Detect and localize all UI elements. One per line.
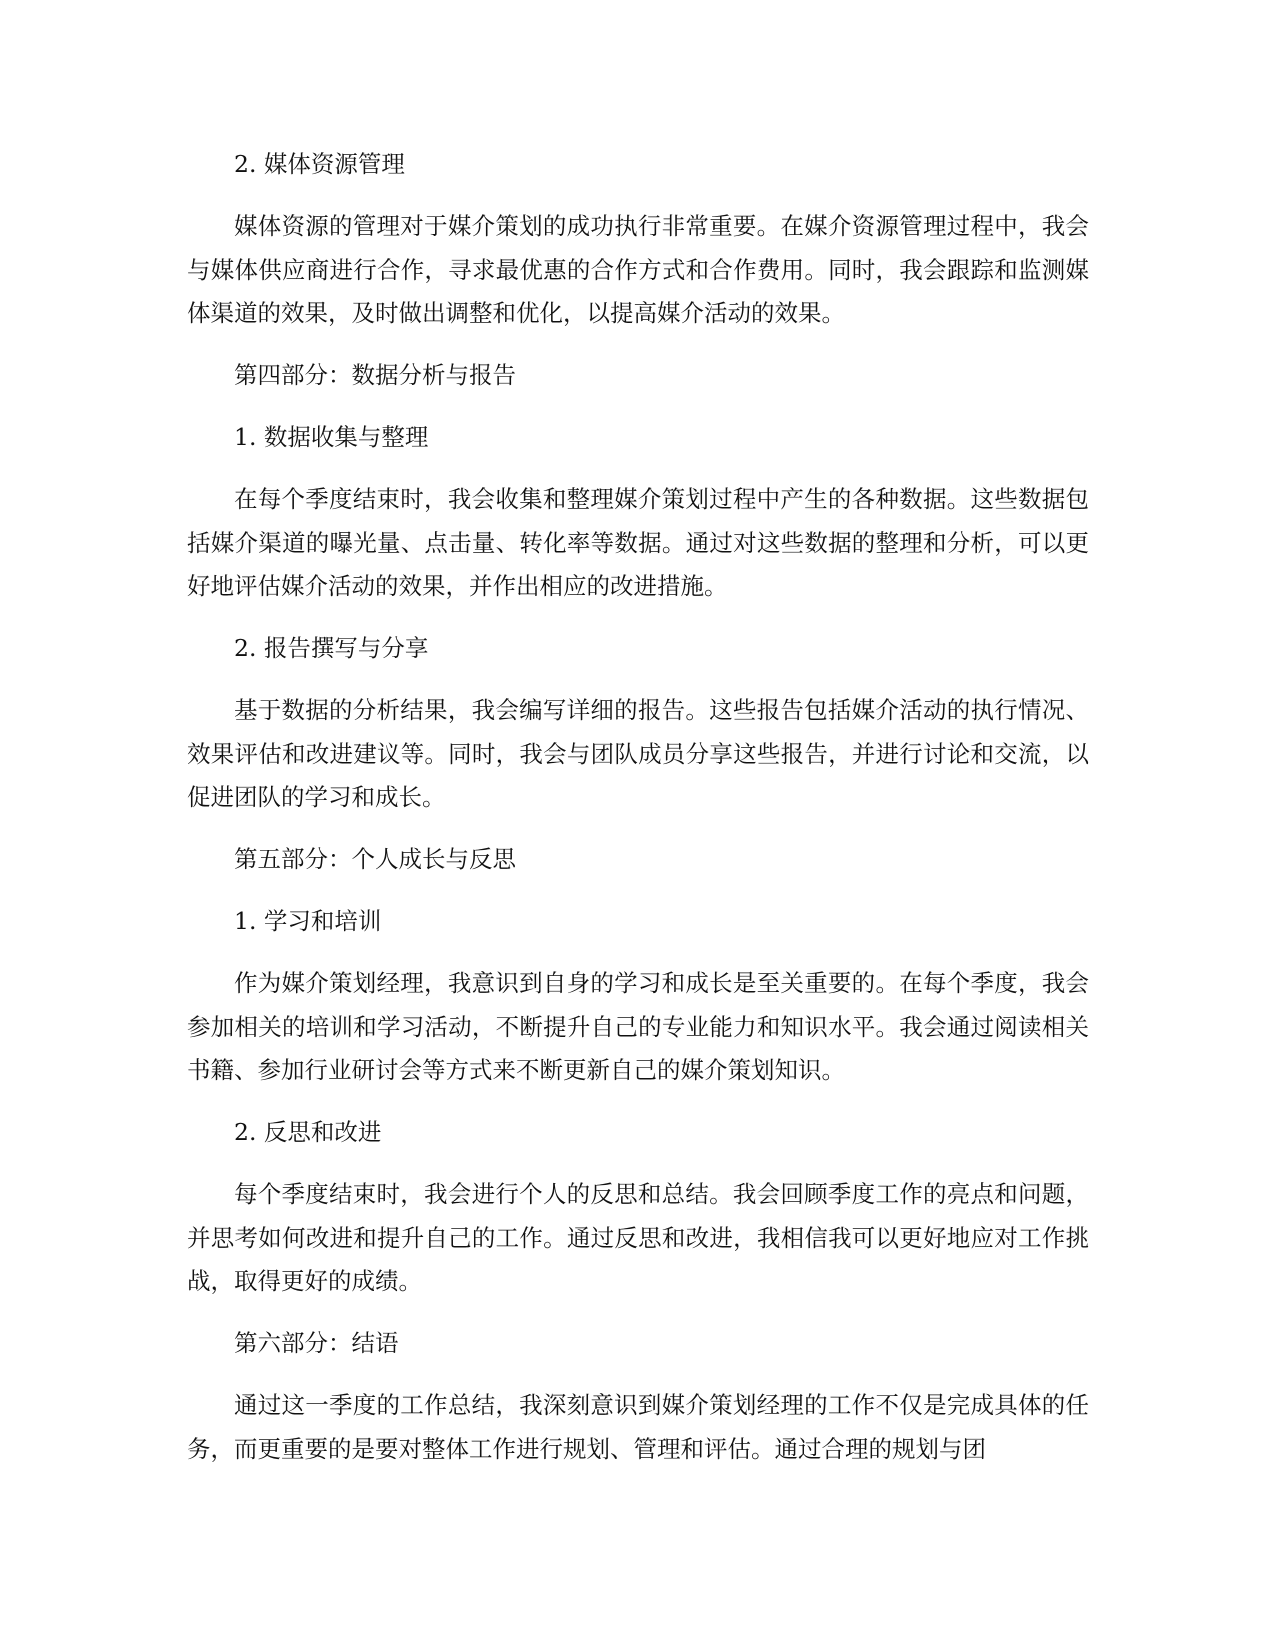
body-paragraph: 通过这一季度的工作总结，我深刻意识到媒介策划经理的工作不仅是完成具体的任务，而更重要的是要对整体工作进行规划、管理和评估。通过合理的规划与团 [187,1391,1089,1463]
part-heading: 第四部分：数据分析与报告 [234,361,516,389]
body-paragraph: 每个季度结束时，我会进行个人的反思和总结。我会回顾季度工作的亮点和问题，并思考如何改进和提升自己的工作。通过反思和改进，我相信我可以更好地应对工作挑战，取得更好的成绩。 [187,1180,1089,1295]
section-heading: 1. 学习和培训 [234,907,382,935]
section-heading: 2. 反思和改进 [234,1118,382,1146]
section-heading: 2. 媒体资源管理 [234,150,405,178]
section-heading: 1. 数据收集与整理 [234,423,429,451]
section-heading: 2. 报告撰写与分享 [234,634,429,662]
body-paragraph: 作为媒介策划经理，我意识到自身的学习和成长是至关重要的。在每个季度，我会参加相关的培训和学习活动，不断提升自己的专业能力和知识水平。我会通过阅读相关书籍、参加行业研讨会等方式来不断更新自己的媒介策划知识。 [187,969,1089,1084]
body-paragraph: 媒体资源的管理对于媒介策划的成功执行非常重要。在媒介资源管理过程中，我会与媒体供应商进行合作，寻求最优惠的合作方式和合作费用。同时，我会跟踪和监测媒体渠道的效果，及时做出调整和优化，以提高媒介活动的效果。 [187,212,1089,327]
part-heading: 第五部分：个人成长与反思 [234,845,516,873]
body-paragraph: 基于数据的分析结果，我会编写详细的报告。这些报告包括媒介活动的执行情况、效果评估和改进建议等。同时，我会与团队成员分享这些报告，并进行讨论和交流，以促进团队的学习和成长。 [187,696,1089,811]
body-paragraph: 在每个季度结束时，我会收集和整理媒介策划过程中产生的各种数据。这些数据包括媒介渠道的曝光量、点击量、转化率等数据。通过对这些数据的整理和分析，可以更好地评估媒介活动的效果，并作出相应的改进措施。 [187,485,1089,600]
document-body [187,143,1089,1471]
part-heading: 第六部分：结语 [234,1329,399,1357]
